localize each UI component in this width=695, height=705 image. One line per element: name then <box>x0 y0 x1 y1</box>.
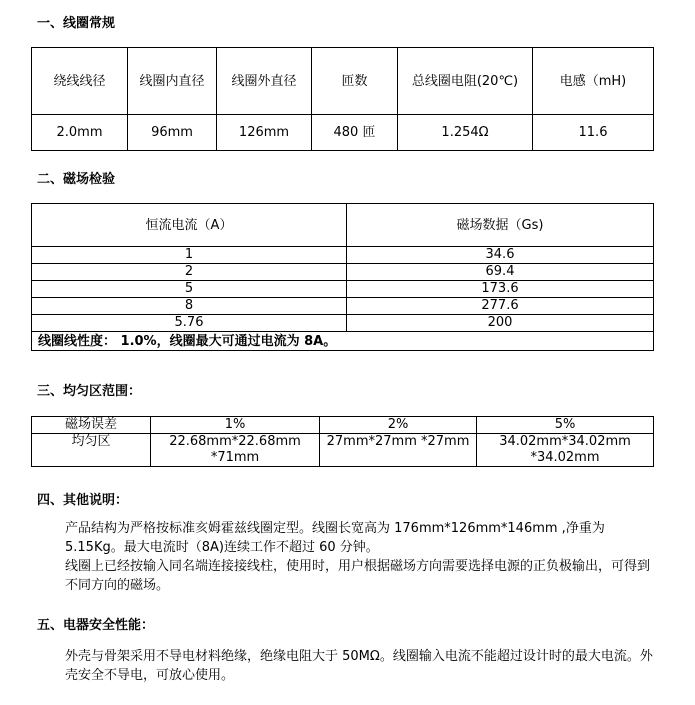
section2-title: 二、磁场检验 <box>37 172 116 187</box>
field-cell: 200 <box>347 315 654 332</box>
table-row <box>32 298 654 315</box>
table-row <box>32 264 654 281</box>
field-cell: 277.6 <box>347 298 654 315</box>
safety-paragraph: 外壳与骨架采用不导电材料绝缘，绝缘电阻大于 50MΩ。线圈输入电流不能超过设计时的最大电流。外壳安全不导电，可放心使用。 <box>65 649 653 683</box>
field-cell: 69.4 <box>347 264 654 281</box>
current-cell: 1 <box>32 247 347 264</box>
table-header-row <box>32 204 654 247</box>
table-row <box>32 315 654 332</box>
header-field-error: 磁场误差 <box>32 417 151 434</box>
header-resistance: 总线圈电阻(20℃) <box>398 48 533 115</box>
current-cell: 5 <box>32 281 347 298</box>
notes-paragraph-structure: 产品结构为严格按标准亥姆霍兹线圈定型。线圈长宽高为 176mm*126mm*146mm ,净重为 5.15Kg。最大电流时（8A)连续工作不超过 60 分钟。 <box>65 521 605 555</box>
linearity-row <box>32 332 654 351</box>
value-turns: 480 匝 <box>312 115 398 151</box>
table-row <box>32 115 654 151</box>
table-row <box>32 247 654 264</box>
uniform-zone-table <box>31 416 654 467</box>
header-5pct: 5% <box>477 417 654 434</box>
header-inner-diameter: 线圈内直径 <box>128 48 217 115</box>
section4-title: 四、其他说明： <box>37 493 129 508</box>
zone-1pct: 22.68mm*22.68mm *71mm <box>151 434 320 467</box>
header-outer-diameter: 线圈外直径 <box>217 48 312 115</box>
section5-title: 五、电器安全性能： <box>37 618 155 633</box>
table-header-row <box>32 417 654 434</box>
value-resistance: 1.254Ω <box>398 115 533 151</box>
header-current: 恒流电流（A） <box>32 204 347 247</box>
current-cell: 8 <box>32 298 347 315</box>
value-inductance: 11.6 <box>533 115 654 151</box>
value-wire-diameter: 2.0mm <box>32 115 128 151</box>
current-cell: 2 <box>32 264 347 281</box>
table-header-row <box>32 48 654 115</box>
header-inductance: 电感（mH) <box>533 48 654 115</box>
section3-title: 三、均匀区范围： <box>37 384 142 399</box>
other-notes <box>37 519 657 595</box>
field-cell: 173.6 <box>347 281 654 298</box>
value-inner-diameter: 96mm <box>128 115 217 151</box>
header-wire-diameter: 绕线线径 <box>32 48 128 115</box>
linearity-note: 线圈线性度： 1.0%，线圈最大可通过电流为 8A。 <box>32 332 654 351</box>
safety-notes <box>37 647 657 685</box>
table-row <box>32 434 654 467</box>
header-turns: 匝数 <box>312 48 398 115</box>
header-field: 磁场数据（Gs) <box>347 204 654 247</box>
zone-2pct: 27mm*27mm *27mm <box>320 434 477 467</box>
magnetic-field-table <box>31 203 654 351</box>
current-cell: 5.76 <box>32 315 347 332</box>
header-2pct: 2% <box>320 417 477 434</box>
header-1pct: 1% <box>151 417 320 434</box>
table-row <box>32 281 654 298</box>
zone-5pct: 34.02mm*34.02mm *34.02mm <box>477 434 654 467</box>
uniform-zone-label: 均匀区 <box>32 434 151 467</box>
notes-paragraph-terminals: 线圈上已经按输入同名端连接接线柱，使用时，用户根据磁场方向需要选择电源的正负极输出，可得到不同方向的磁场。 <box>65 559 651 593</box>
value-outer-diameter: 126mm <box>217 115 312 151</box>
coil-spec-table <box>31 47 654 151</box>
section1-title: 一、线圈常规 <box>37 16 116 31</box>
field-cell: 34.6 <box>347 247 654 264</box>
